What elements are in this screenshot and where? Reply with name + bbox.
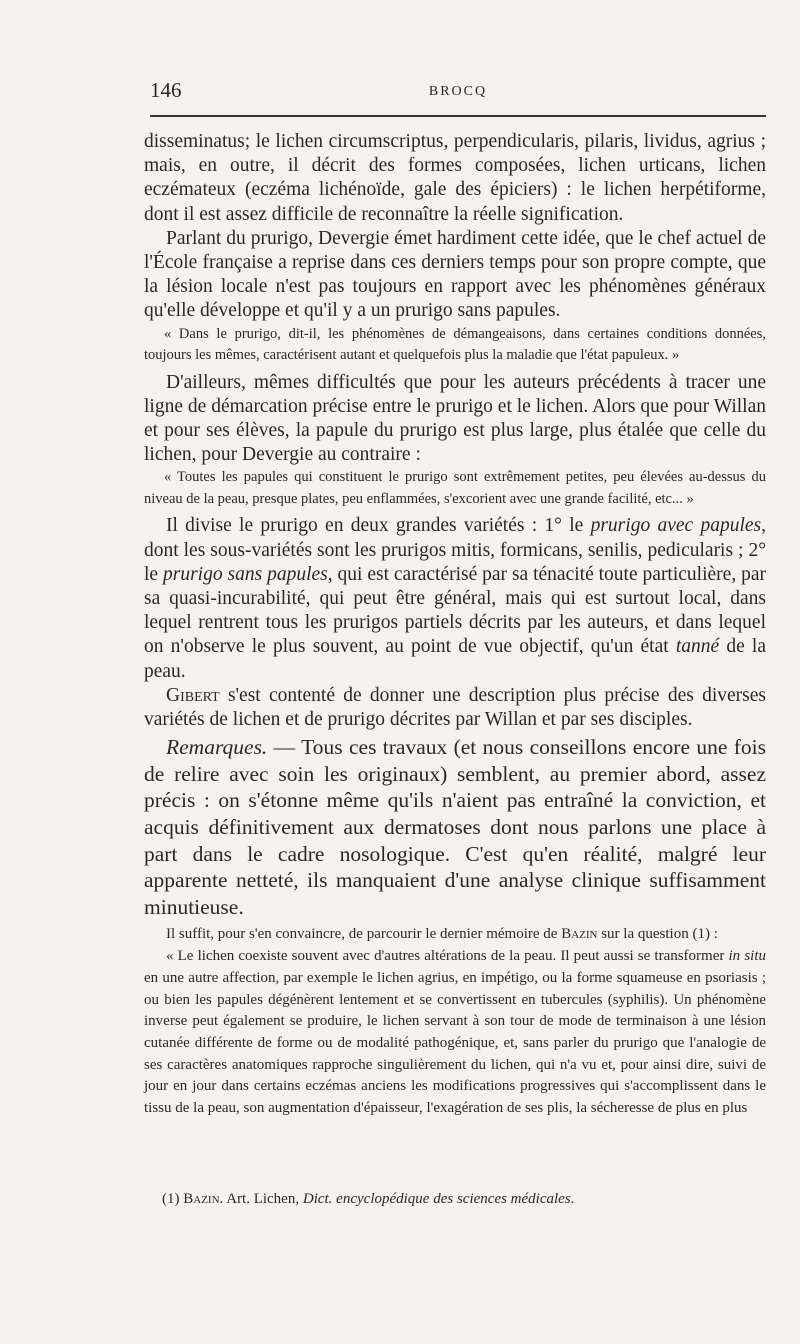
paragraph <box>144 684 766 732</box>
text-run: sur la question (1) : <box>597 926 718 943</box>
italic-term: prurigo sans papules <box>162 563 328 585</box>
text-run: de la peau. <box>144 636 766 682</box>
paragraph <box>144 514 766 683</box>
remarks-paragraph <box>144 734 766 920</box>
paragraph: disseminatus; le lichen circumscriptus, perpendicularis, pilaris, lividus, agrius ; mais, en outre, il décrit des formes composées, lichen urticans, lichen eczémateux (eczéma lichénoïde, gale des épiciers) : le lichen herpétiforme, dont il est assez difficile de reconnaître la réelle signification. <box>144 131 766 225</box>
text-run: Il divise le prurigo en deux grandes variétés : 1° le <box>166 515 591 537</box>
text-run: en une autre affection, par exemple le lichen agrius, en impétigo, ou la forme squameuse en psoriasis ; ou bien les papules dégénèrent lentement et se convertissent en tubercules (syphilis). Un phénomène inverse peut également se produire, le lichen servant à son tour de mode de terminaison à une lésion cutanée différente de forme ou de modalité pathogénique, et, sans parler du prurigo que l'analogie de ses caractères anatomiques rapproche singulièrement du lichen, qui n'a vu et, pour ainsi dire, suivi de jour en jour dans certains eczémas anciens les modifications progressives qui s'accomplissent dans le tissu de la peau, son augmentation d'épaisseur, l'exagération de ses plis, la sécheresse de plus en plus <box>144 969 766 1117</box>
block-quote: « Toutes les papules qui constituent le prurigo sont extrêmement petites, peu élevées au-dessus du niveau de la peau, presque plates, peu enflammées, s'excorient avec une grande facilité, etc... » <box>144 469 766 507</box>
author-name: Bazin <box>561 926 598 943</box>
text-run: , dont les sous-variétés sont les prurigos mitis, formicans, senilis, pedicularis ; 2° le <box>144 515 766 585</box>
footnote-marker: (1) <box>162 1191 184 1207</box>
italic-term: prurigo avec papules <box>590 515 762 537</box>
italic-term: in situ <box>728 948 766 965</box>
footnote <box>162 1191 766 1208</box>
text-run: , qui est caractérisé par sa ténacité toute particulière, par sa quasi-incurabilité, qui peut être général, mais qui est surtout local, dans lequel rentrent tous les prurigos partiels décrits par les auteurs, et dans lequel on n'observe le plus souvent, au point de vue objectif, qu'un état <box>144 563 766 658</box>
italic-term: tanné <box>675 636 720 658</box>
section-heading: Remarques. <box>166 735 268 760</box>
text-run: — Tous ces travaux (et nous conseillons encore une fois de relire avec soin les originaux) semblent, au premier abord, assez précis : on s'étonne même qu'ils n'aient pas entraîné la conviction, et acquis définitivement aux dermatoses dont nous parlons une place à part dans le cadre nosologique. C'est qu'en réalité, malgré leur apparente netteté, ils manquaient d'une analyse clinique suffisamment minutieuse. <box>144 735 766 919</box>
page-body <box>144 130 766 1120</box>
header-rule <box>150 115 766 117</box>
text-run: Il suffit, pour s'en convaincre, de parcourir le dernier mémoire de <box>166 926 562 943</box>
paragraph: Parlant du prurigo, Devergie émet hardiment cette idée, que le chef actuel de l'École française a reprise dans ces derniers temps pour son propre compte, que la lésion locale n'est pas toujours en rapport avec les phénomènes généraux qu'elle développe et qu'il y a un prurigo sans papules. <box>144 227 766 322</box>
page-number: 146 <box>150 78 182 102</box>
paragraph <box>144 924 766 946</box>
page-header <box>150 78 766 108</box>
text-run: « Le lichen coexiste souvent avec d'autres altérations de la peau. Il peut aussi se transformer <box>166 948 729 965</box>
author-name: Bazin <box>183 1191 220 1207</box>
author-name: Gibert <box>166 684 220 706</box>
text-run: . <box>570 1191 575 1207</box>
block-quote <box>144 946 766 1120</box>
text-run: s'est contenté de donner une description plus précise des diverses variétés de lichen et de prurigo décrites par Willan et par ses disciples. <box>144 684 766 731</box>
italic-title: Dict. encyclopédique des sciences médicales <box>302 1191 571 1207</box>
paragraph: D'ailleurs, mêmes difficultés que pour les auteurs précédents à tracer une ligne de démarcation précise entre le prurigo et le lichen. Alors que pour Willan et pour ses élèves, la papule du prurigo est plus large, plus étalée que celle du lichen, pour Devergie au contraire : <box>144 371 766 466</box>
text-run: . Art. Lichen, <box>219 1191 303 1207</box>
running-title: BROCQ <box>428 84 488 99</box>
block-quote: « Dans le prurigo, dit-il, les phénomènes de démangeaisons, dans certaines conditions données, toujours les mêmes, caractérisent autant et quelquefois plus la maladie que l'état papuleux. » <box>144 325 766 364</box>
